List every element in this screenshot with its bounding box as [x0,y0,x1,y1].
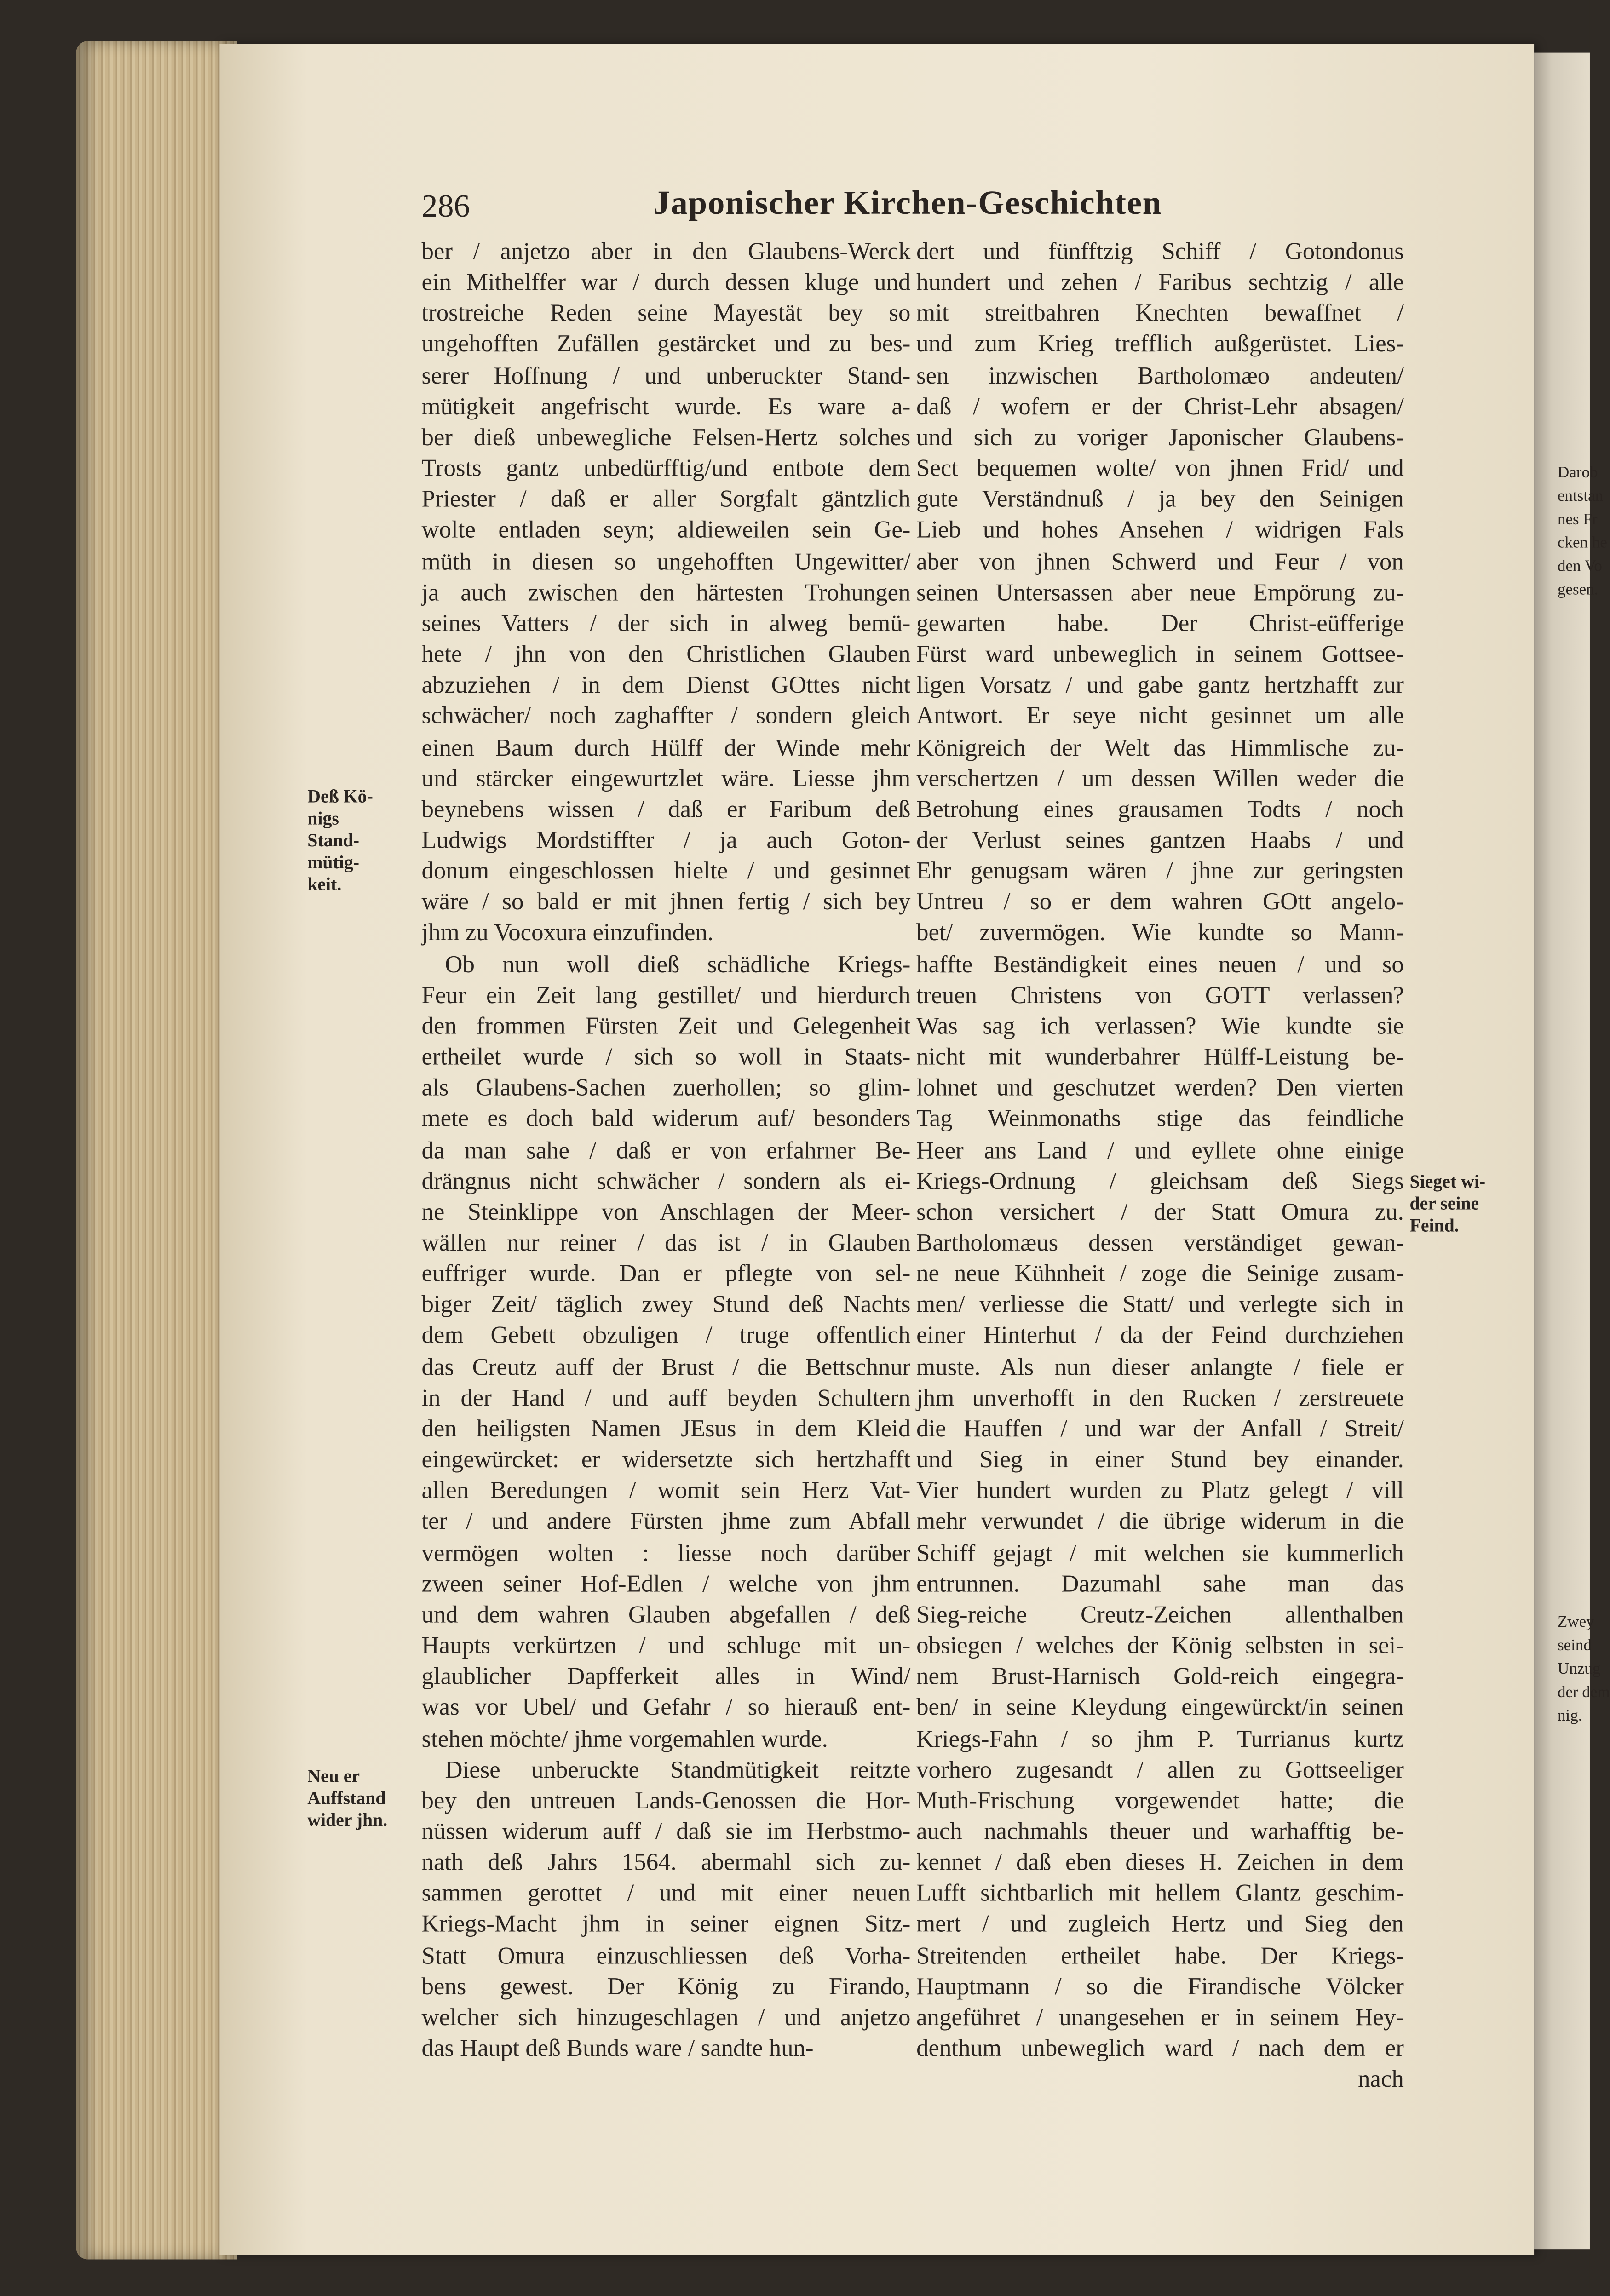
text-line: nath deß Jahrs 1564. abermahl sich zu- [421,1848,911,1876]
text-line: beynebens wissen / daß er Faribum deß [421,795,911,823]
text-line: Ehr genugsam wären / jhne zur geringsten [916,856,1404,885]
text-line: Ludwigs Mordstiffter / ja auch Goton- [421,826,911,854]
text-line: treuen Christens von GOTT verlassen? [916,981,1404,1009]
text-line: mert / und zugleich Hertz und Sieg den [916,1910,1404,1938]
text-line: Lieb und hohes Ansehen / widrigen Fals [916,516,1404,544]
text-line: kennet / daß eben dieses H. Zeichen in dem [916,1848,1404,1876]
text-line: bey den untreuen Lands-Genossen die Hor- [421,1786,911,1814]
text-line: und Sieg in einer Stund bey einander. [916,1445,1404,1474]
text-line: einen Baum durch Hülff der Winde mehr [421,733,911,761]
text-line: Sect bequemen wolte/ von jhnen Frid/ und [916,454,1404,482]
text-line: seines Vatters / der sich in alweg bemü- [421,609,911,637]
text-line: einer Hinterhut / da der Feind durchziehen [916,1321,1404,1349]
margin-note-defeats-enemy [1410,1171,1486,1237]
text-line: mütigkeit angefrischt wurde. Es ware a- [421,392,911,420]
text-line: sammen gerottet / und mit einer neuen [421,1879,911,1907]
text-line: schon versichert / der Statt Omura zu. [916,1197,1404,1226]
text-line: wällen nur reiner / das ist / in Glauben [421,1228,911,1257]
text-line: ben/ in seine Kleydung eingewürckt/in seinen [916,1693,1404,1721]
text-line: men/ verliesse die Statt/ und verlegte sich in [916,1290,1404,1319]
text-line: entrunnen. Dazumahl sahe man das [916,1569,1404,1597]
margin-note-line: Deß Kö- [307,786,373,807]
text-line: das Creutz auff der Brust / die Bettschnur [421,1352,911,1381]
text-line: mete es doch bald widerum auf/ besonders [421,1104,911,1133]
margin-note-line: den Vo [1557,557,1602,576]
running-title: Japonischer Kirchen-Geschichten [653,184,1162,221]
text-line: glaublicher Dapfferkeit alles in Wind/ [421,1662,911,1690]
text-line: Königreich der Welt das Himmlische zu- [916,733,1404,761]
text-line: Streitenden ertheilet habe. Der Kriegs- [916,1941,1404,1969]
margin-note-line: nes Fr [1557,511,1598,529]
text-line: nach [1358,2065,1404,2093]
margin-note-kings-steadfastness [307,786,373,896]
text-line: ne Steinklippe von Anschlagen der Meer- [421,1197,911,1226]
text-line: Tag Weinmonaths stige das feindliche [916,1104,1404,1133]
text-line: stehen möchte/ jhme vorgemahlen wurde. [421,1724,828,1752]
margin-note-line: cken he [1557,534,1607,552]
margin-note-new-uprising [307,1766,387,1832]
text-line: ja auch zwischen den härtesten Trohungen [421,578,911,606]
text-line: der Verlust seines gantzen Haabs / und [916,826,1404,854]
text-line: lohnet und geschutzet werden? Den vierten [916,1073,1404,1102]
margin-note-line: Sieget wi- [1409,1171,1486,1192]
text-line: Muth-Frischung vorgewendet hatte; die [916,1786,1404,1814]
text-line: ein Mithelffer war / durch dessen kluge und [421,268,911,296]
text-line: eingewürcket: er widersetzte sich hertzhafft [421,1445,911,1474]
text-line: Diese unberuckte Standmütigkeit reitzte [445,1755,911,1783]
text-line: gewarten habe. Der Christ-eüfferige [916,609,1404,637]
text-line: Lufft sichtbarlich mit hellem Glantz geschim- [916,1879,1404,1907]
text-line: Sieg-reiche Creutz-Zeichen allenthalben [916,1600,1404,1628]
text-line: ber / anjetzo aber in den Glaubens-Werck [421,237,911,265]
margin-note-line: Zwey [1557,1613,1594,1631]
next-page-edge [1534,53,1610,2250]
right-text-column [916,236,1404,2095]
margin-note-line: Unzug [1557,1660,1601,1678]
text-line: das Haupt deß Bunds ware / sandte hun- [421,2034,814,2062]
text-line: als Glaubens-Sachen zuerhollen; so glim- [421,1073,911,1102]
text-line: Trosts gantz unbedürfftig/und entbote dem [421,454,911,482]
text-line: Feur ein Zeit lang gestillet/ und hierdurch [421,981,911,1009]
margin-note-line: Feind. [1409,1215,1459,1236]
text-line: Haupts verkürtzen / und schluge mit un- [421,1631,911,1659]
margin-note-line: der dem [1557,1684,1610,1702]
text-line: nicht mit wunderbahrer Hülff-Leistung be- [916,1042,1404,1071]
text-line: zween seiner Hof-Edlen / welche von jhm [421,1569,911,1597]
text-line: Antwort. Er seye nicht gesinnet um alle [916,702,1404,730]
text-line: den heiligsten Namen JEsus in dem Kleid [421,1414,911,1442]
text-line: wäre / so bald er mit jhnen fertig / sich bey [421,888,911,916]
text-line: Statt Omura einzuschliessen deß Vorha- [421,1941,911,1969]
text-line: wolte entladen seyn; aldieweilen sein Ge- [421,516,911,544]
text-line: serer Hoffnung / und unberuckter Stand- [421,361,911,389]
text-line: dem Gebett obzuligen / truge offentlich [421,1321,911,1349]
text-line: gute Verständnuß / ja bey den Seinigen [916,485,1404,513]
text-line: hundert und zehen / Faribus sechtzig / alle [916,268,1404,296]
text-line: denthum unbeweglich ward / nach dem er [916,2034,1404,2062]
text-line: bens gewest. Der König zu Firando, [421,1972,911,2000]
text-line: Vier hundert wurden zu Platz gelegt / vill [916,1476,1404,1504]
text-line: seinen Untersassen aber neue Empörung zu- [916,578,1404,606]
text-line: Heer ans Land / und eyllete ohne einige [916,1136,1404,1164]
text-line: ertheilet wurde / sich so woll in Staats- [421,1042,911,1071]
text-line: Priester / daß er aller Sorgfalt gäntzlich [421,485,911,513]
text-line: sen inzwischen Bartholomæo andeuten/ [916,361,1404,389]
book-page-edges [76,41,237,2259]
text-line: da man sahe / daß er von erfahrner Be- [421,1136,911,1164]
text-line: dert und fünfftzig Schiff / Gotondonus [916,237,1404,265]
text-line: verschertzen / um dessen Willen weder die [916,763,1404,792]
text-line: drängnus nicht schwächer / sondern als ei- [421,1166,911,1194]
text-line: ber dieß unbewegliche Felsen-Hertz solches [421,423,911,451]
text-line: und dem wahren Glauben abgefallen / deß [421,1600,911,1628]
margin-note-line: nig. [1557,1707,1582,1725]
margin-note-line: Darob [1557,464,1598,482]
text-line: muste. Als nun dieser anlangte / fiele er [916,1352,1404,1381]
text-line: bet/ zuvermögen. Wie kundte so Mann- [916,918,1404,947]
text-line: Fürst ward unbeweglich in seinem Gottsee- [916,640,1404,668]
text-line: abzuziehen / in dem Dienst GOttes nicht [421,671,911,699]
text-line: jhm unverhofft in den Rucken / zerstreuete [916,1383,1404,1412]
text-line: biger Zeit/ täglich zwey Stund deß Nachts [421,1290,911,1319]
margin-note-line: nigs [307,808,339,829]
text-line: was vor Ubel/ und Gefahr / so hierauß ent- [421,1693,911,1721]
margin-note-line: Auffstand [307,1788,386,1808]
left-text-column [422,236,911,2064]
text-line: angeführet / unangesehen er in seinem Hey- [916,2003,1404,2031]
text-line: hete / jhn von den Christlichen Glauben [421,640,911,668]
text-line: vermögen wolten : liesse noch darüber [421,1538,911,1567]
text-line: ungehofften Zufällen gestärcket und zu bes- [421,330,911,358]
text-line: die Hauffen / und war der Anfall / Streit/ [916,1414,1404,1442]
text-line: Kriegs-Macht jhm in seiner eignen Sitz- [421,1910,911,1938]
text-line: nüssen widerum auff / daß sie im Herbstmo- [421,1817,911,1845]
margin-note-line: gesen. [1557,581,1598,599]
page-number: 286 [421,187,470,224]
text-line: allen Beredungen / womit sein Herz Vat- [421,1476,911,1504]
text-line: Ob nun woll dieß schädliche Kriegs- [445,949,911,978]
margin-note-line: keit. [307,874,342,895]
text-line: ligen Vorsatz / und gabe gantz hertzhafft zur [916,671,1404,699]
margin-note-line: Neu er [307,1766,360,1787]
text-line: und stärcker eingewurtzlet wäre. Liesse jhm [421,763,911,792]
margin-note-line: der seine [1409,1193,1479,1214]
text-line: Kriegs-Fahn / so jhm P. Turrianus kurtz [916,1724,1404,1752]
text-line: haffte Beständigkeit eines neuen / und so [916,949,1404,978]
text-line: Was sag ich verlassen? Wie kundte sie [916,1011,1404,1040]
text-line: in der Hand / und auff beyden Schultern [421,1383,911,1412]
text-line: jhm zu Vocoxura einzufinden. [421,918,714,947]
text-line: und sich zu voriger Japonischer Glaubens- [916,423,1404,451]
text-line: daß / wofern er der Christ-Lehr absagen/ [916,392,1404,420]
text-line: Schiff gejagt / mit welchen sie kummerlich [916,1538,1404,1567]
margin-note-next-page-2 [1557,1611,1610,1728]
text-line: vorhero zugesandt / allen zu Gottseeliger [916,1755,1404,1783]
text-line: aber von jhnen Schwerd und Feur / von [916,547,1404,575]
text-line: mit streitbahren Knechten bewaffnet / [916,299,1404,327]
text-line: ne neue Kühnheit / zoge die Seinige zusam- [916,1259,1404,1287]
text-line: Betrohung eines grausamen Todts / noch [916,795,1404,823]
text-line: auch nachmahls theuer und warhafftig be- [916,1817,1404,1845]
margin-note-line: mütig- [307,852,360,873]
text-line: ter / und andere Fürsten jhme zum Abfall [421,1507,911,1535]
text-line: donum eingeschlossen hielte / und gesinnet [421,856,911,885]
text-line: mehr verwundet / die übrige widerum in die [916,1507,1404,1535]
text-line: nem Brust-Harnisch Gold-reich eingegra- [916,1662,1404,1690]
margin-note-line: Stand- [307,830,360,851]
text-line: welcher sich hinzugeschlagen / und anjetzo [421,2003,911,2031]
margin-note-next-page-1 [1557,461,1607,602]
text-line: schwächer/ noch zaghaffter / sondern gleich [421,702,911,730]
margin-note-line: seind [1557,1637,1592,1655]
text-line: Untreu / so er dem wahren GOtt angelo- [916,888,1404,916]
text-line: Bartholomæus dessen verständiget gewan- [916,1228,1404,1257]
text-line: trostreiche Reden seine Mayestät bey so [421,299,911,327]
margin-note-line: entstan [1557,488,1604,505]
text-line: obsiegen / welches der König selbsten in sei- [916,1631,1404,1659]
text-line: Hauptmann / so die Firandische Völcker [916,1972,1404,2000]
text-line: den frommen Fürsten Zeit und Gelegenheit [421,1011,911,1040]
text-line: euffriger wurde. Dan er pflegte von sel- [421,1259,911,1287]
text-line: Kriegs-Ordnung / gleichsam deß Siegs [916,1166,1404,1194]
text-line: müth in diesen so ungehofften Ungewitter/ [421,547,911,575]
text-line: und zum Krieg trefflich außgerüstet. Lies- [916,330,1404,358]
margin-note-line: wider jhn. [307,1810,388,1831]
